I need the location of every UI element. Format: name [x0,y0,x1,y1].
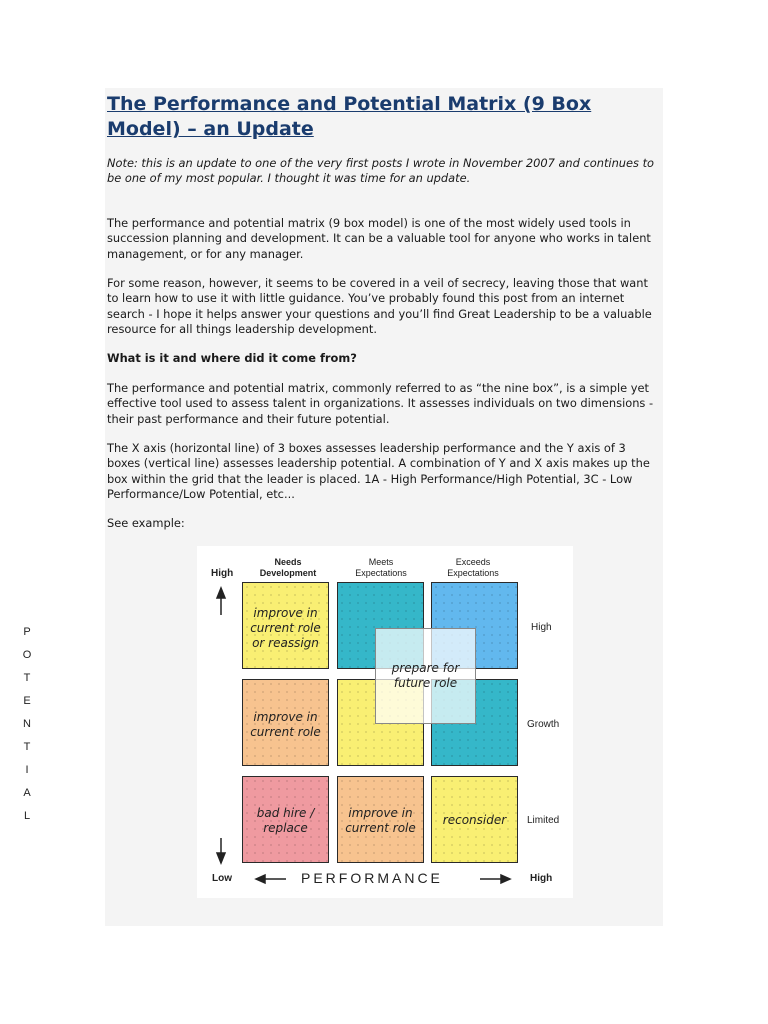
axes-paragraph: The X axis (horizontal line) of 3 boxes assesses leadership performance and the Y axis of 3 boxes (vertical line) assesses leadership potential. A combination of Y and X axis makes up the box within the grid that the leader is placed. 1A - High Performance/High Potential, 3C - Low Performance/Low Potential, etc... [107,441,650,501]
row-label-high: High [531,622,552,633]
column-label-needs-development: Needs Development [259,557,317,578]
column-label-exceeds-expectations: Exceeds Expectations [447,557,499,578]
box-text-reconsider: reconsider [442,813,507,827]
potential-high-label: High [211,568,234,579]
box-text-bad-hire-replace: bad hire / replace [256,806,315,835]
potential-letter-p: P [23,626,31,638]
box-exceeds-expectations-limited-potential [431,776,518,863]
article-title[interactable]: The Performance and Potential Matrix (9 Box Model) – an Update [107,93,592,140]
definition-paragraph: The performance and potential matrix, commonly referred to as “the nine box”, is a simple yet effective tool used to assess talent in organizations. It assesses individuals on two dimensions - their past performance and their future potential. [107,381,654,426]
potential-up-arrow [217,588,225,615]
potential-letter-o: O [22,649,32,661]
section-heading: What is it and where did it come from? [107,351,357,365]
performance-right-arrow [480,875,510,883]
overlay-text-prepare-future-role: prepare for future role [391,661,460,690]
box-text-improve-or-reassign: improve in current role or reassign [250,606,321,650]
secrecy-paragraph: For some reason, however, it seems to be covered in a veil of secrecy, leaving those that want to learn how to use it with little guidance. You’ve probably found this post from an internet search - I hope it helps answer your questions and you’ll find Great Leadership to be a valuable resource for all things leadership development. [107,276,652,336]
potential-letter-e: E [23,695,31,707]
potential-letter-n: N [23,718,31,730]
performance-axis-label: PERFORMANCE [301,870,443,886]
potential-letter-l: L [23,810,31,822]
potential-letter-t: T [23,672,31,684]
performance-left-arrow [256,875,286,883]
potential-letter-t2: T [23,741,31,753]
potential-letter-a: A [23,787,31,799]
intro-paragraph: The performance and potential matrix (9 box model) is one of the most widely used tools in succession planning and development. It can be a valuable tool for anyone who works in talent management, or for any manager. [107,216,651,261]
box-meets-expectations-limited-potential [337,776,424,863]
box-text-improve-current-role: improve in current role [250,710,321,739]
row-label-growth: Growth [527,719,560,730]
column-label-meets-expectations: Meets Expectations [355,557,407,578]
see-example-text: See example: [107,516,185,530]
potential-down-arrow [217,838,225,863]
box-needs-development-growth-potential [242,679,329,766]
performance-high-label: High [530,873,553,884]
row-label-limited: Limited [527,815,560,826]
update-note: Note: this is an update to one of the very first posts I wrote in November 2007 and continues to be one of my most popular. I thought it was time for an update. [107,156,655,186]
box-needs-development-limited-potential [242,776,329,863]
box-needs-development-high-potential [242,582,329,669]
performance-low-label: Low [212,873,232,884]
box-text-improve-current-role-2: improve in current role [345,806,416,835]
potential-letter-i: I [25,764,29,776]
prepare-future-role-overlay [375,628,476,724]
